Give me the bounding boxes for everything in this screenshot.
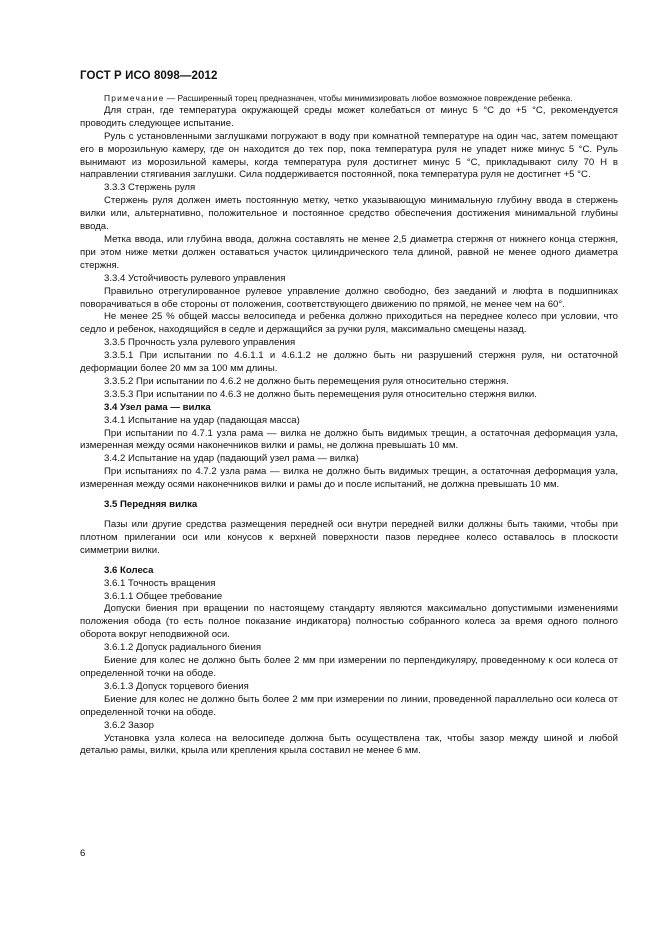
page-number: 6	[80, 848, 86, 859]
paragraph: При испытаниях по 4.7.2 узла рама — вилка не должно быть видимых трещин, а остаточная деформация узла, измеренная между осями наконечников вилки и рамы до и после испытаний, не должна превышать 10 мм.	[80, 466, 618, 491]
paragraph: Биение для колес не должно быть более 2 мм при измерении по перпендикуляру, проведенному к оси колеса от определенной точки на ободе.	[80, 655, 618, 679]
paragraph: Установка узла колеса на велосипеде должна быть осуществлена так, чтобы зазор между шиной и любой деталью рамы, вилки, крыла или крепления крыла составил не менее 6 мм.	[80, 732, 618, 757]
note-lead: Примечание	[104, 93, 165, 103]
paragraph: Правильно отрегулированное рулевое управление должно свободно, без заеданий и люфта в подшипниках поворачиваться в обе стороны от положения, соответствующего движению по прямой, не менее чем на 60°.	[80, 285, 618, 310]
section-heading: 3.5 Передняя вилка	[104, 499, 198, 511]
document-body	[80, 92, 618, 758]
paragraph: Не менее 25 % общей массы велосипеда и ребенка должно приходиться на переднее колесо при условии, что седло и ребенок, находящийся в седле и держащийся за ручки руля, максимально смещены назад.	[80, 311, 618, 336]
subsection-heading: 3.4.2 Испытание на удар (падающий узел рама — вилка)	[104, 453, 359, 465]
note-paragraph	[80, 92, 618, 105]
document-header: ГОСТ Р ИСО 8098—2012	[80, 70, 218, 82]
subsection-heading: 3.6.1.1 Общее требование	[104, 590, 223, 602]
subsection-heading: 3.4.1 Испытание на удар (падающая масса)	[104, 414, 300, 426]
paragraph: Биение для колес не должно быть более 2 мм при измерении по линии, проведенной параллельно оси колеса от определенной точки на ободе.	[80, 693, 618, 718]
note-text: — Расширенный торец предназначен, чтобы минимизировать любое возможное повреждение ребенка.	[164, 93, 573, 103]
paragraph: 3.3.5.2 При испытании по 4.6.2 не должно быть перемещения руля относительно стержня.	[104, 375, 509, 387]
subsection-heading: 3.6.1.2 Допуск радиального биения	[104, 642, 262, 654]
subsection-heading: 3.3.3 Стержень руля	[104, 182, 196, 194]
subsection-heading: 3.3.5 Прочность узла рулевого управления	[104, 337, 296, 349]
subsection-heading: 3.3.4 Устойчивость рулевого управления	[104, 272, 286, 284]
paragraph: При испытании по 4.7.1 узла рама — вилка не должно быть видимых трещин, а остаточная деформация узла, измеренная между осями наконечников вилки и рамы, не должна превышать 10 мм.	[80, 427, 618, 452]
subsection-heading: 3.6.2 Зазор	[104, 719, 154, 731]
section-heading: 3.6 Колеса	[104, 564, 154, 576]
paragraph: Для стран, где температура окружающей среды может колебаться от минус 5 °С до +5 °С, рекомендуется проводить следующее испытание.	[80, 104, 618, 129]
section-heading: 3.4 Узел рама — вилка	[104, 401, 211, 413]
subsection-heading: 3.6.1 Точность вращения	[104, 577, 216, 589]
paragraph: 3.3.5.1 При испытании по 4.6.1.1 и 4.6.1.2 не должно быть ни разрушений стержня руля, ни остаточной деформации более 20 мм за 100 мм длины.	[80, 350, 618, 375]
subsection-heading: 3.6.1.3 Допуск торцевого биения	[104, 680, 249, 692]
paragraph: Пазы или другие средства размещения передней оси внутри передней вилки должны быть такими, чтобы при плотном прилегании оси или конусов к верхней поверхности пазов переднее колесо оставалось в плоскости симметрии вилки.	[80, 519, 618, 556]
paragraph: Допуски биения при вращении по настоящему стандарту являются максимально допустимыми изменениями положения обода (то есть полное показание индикатора) полностью собранного колеса за время одного полного оборота вокруг неподвижной оси.	[80, 603, 618, 641]
paragraph: Руль с установленными заглушками погружают в воду при комнатной температуре на один час, затем помещают его в морозильную камеру, где он находится до тех пор, пока температура руля не упадет ниже минус 5 °С. Руль вынимают из морозильной камеры, когда температура руля достигнет минус 5 °С, прикладывают силу 70 Н в направлении стягивания заглушки. Сила поддерживается постоянной, пока температура руля не достигнет +5 °С.	[80, 130, 618, 181]
paragraph: Стержень руля должен иметь постоянную метку, четко указывающую минимальную глубину ввода в стержень вилки или, альтернативно, положительное и постоянное средство обеспечения достижения минимальной глубины ввода.	[80, 195, 618, 233]
paragraph: Метка ввода, или глубина ввода, должна составлять не менее 2,5 диаметра стержня от нижнего конца стержня, при этом ниже метки должен оставаться участок цилиндрического тела длиной, равной не менее одного диаметра стержня.	[80, 233, 618, 271]
paragraph: 3.3.5.3 При испытании по 4.6.3 не должно быть перемещения руля относительно стержня вилки.	[104, 388, 537, 400]
